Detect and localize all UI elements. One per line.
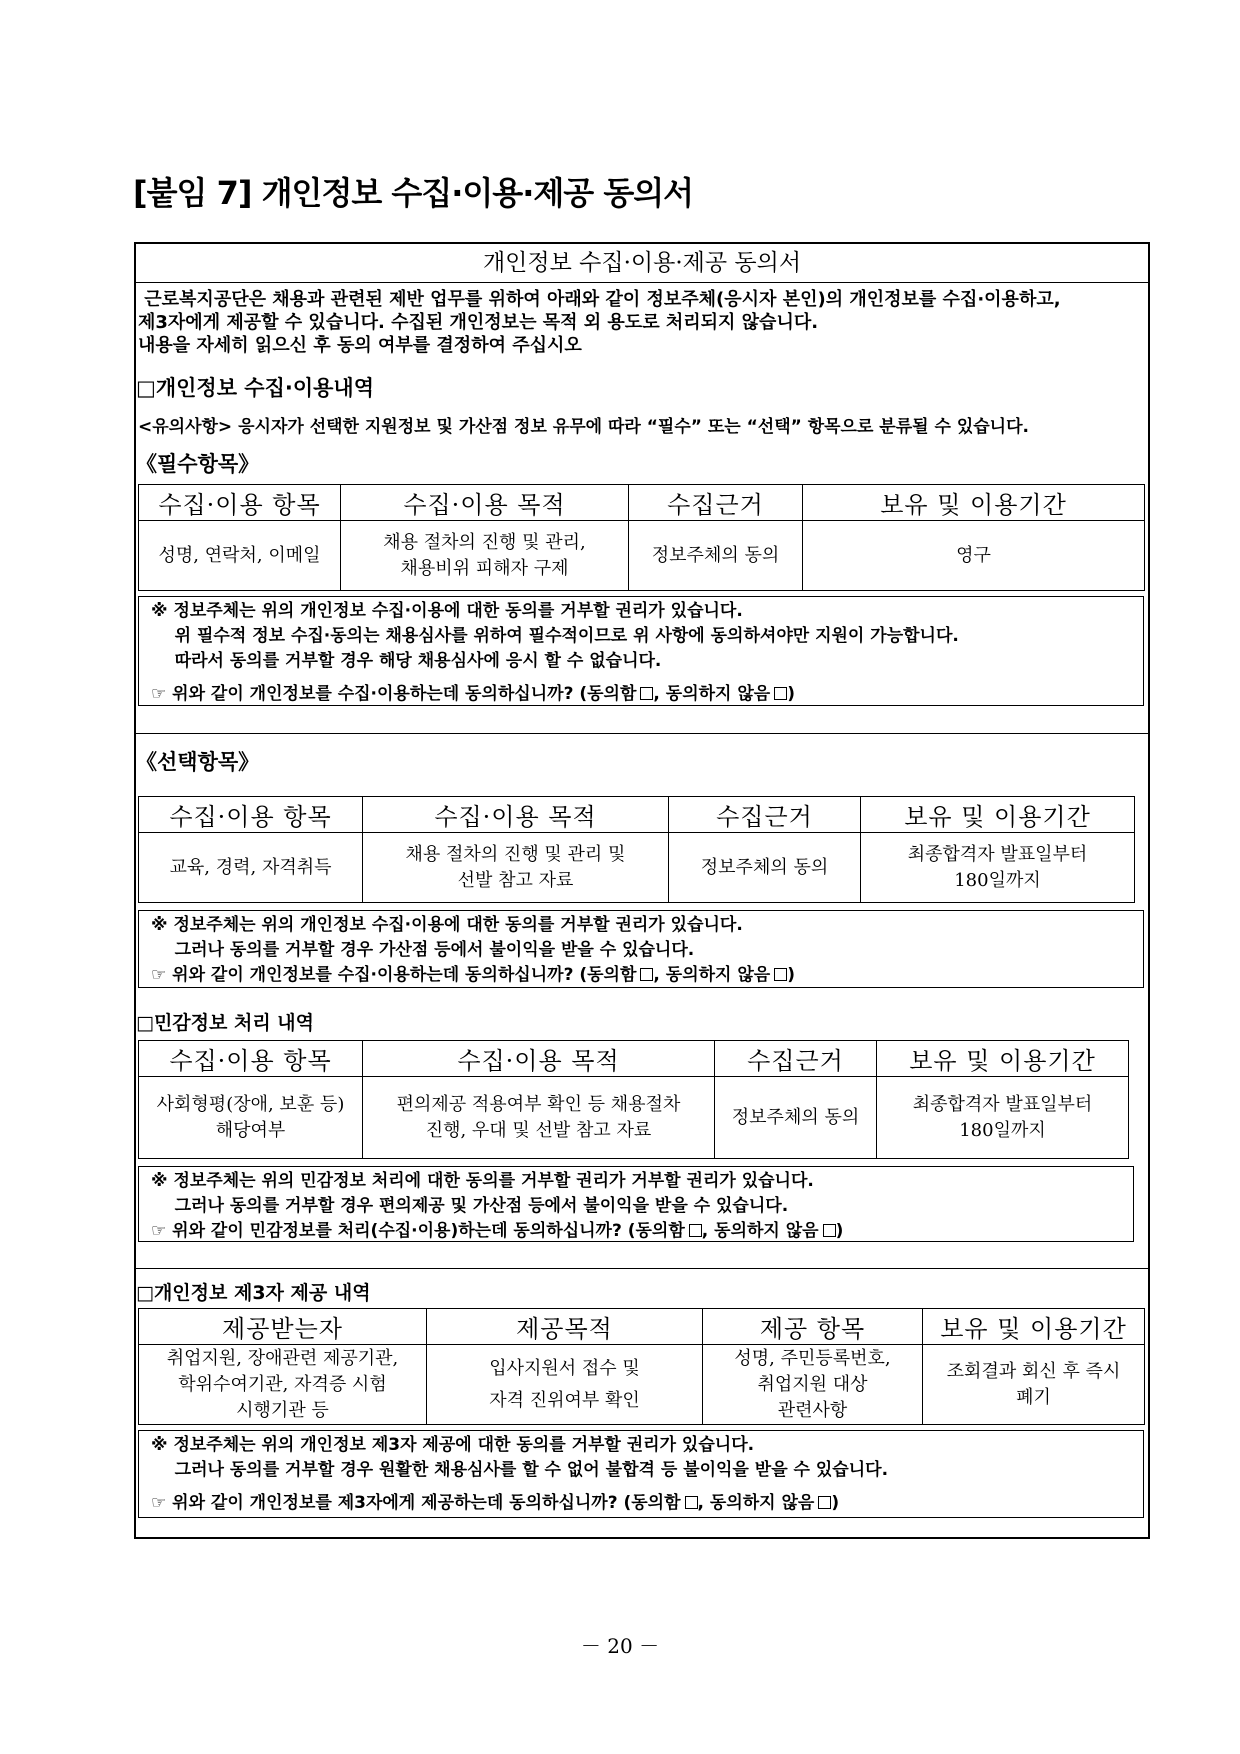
section-collect-heading: □개인정보 수집·이용내역 (136, 376, 374, 400)
question-mid: , 동의하지 않음 (701, 1221, 819, 1241)
table-header-row (139, 1309, 1145, 1345)
section-divider (136, 1268, 1148, 1269)
col-header: 수집·이용 항목 (139, 797, 363, 833)
col-header: 수집·이용 항목 (139, 485, 341, 521)
consent-question (151, 963, 1143, 988)
col-header: 보유 및 이용기간 (923, 1309, 1145, 1345)
required-table (138, 484, 1145, 591)
table-cell: 조회결과 회신 후 즉시 폐기 (923, 1345, 1145, 1425)
third-party-table (138, 1308, 1145, 1425)
table-row (139, 833, 1135, 903)
question-text: ☞ 위와 같이 개인정보를 수집·이용하는데 동의하십니까? (동의함 (151, 965, 637, 985)
consent-form-frame (134, 242, 1150, 1539)
caution-text: <유의사항> 응시자가 선택한 지원정보 및 가산점 정보 유무에 따라 “필수” 또는 “선택” 항목으로 분류될 수 있습니다. (138, 417, 1029, 437)
question-end: ) (831, 1493, 840, 1513)
document-title: [붙임 7] 개인정보 수집·이용·제공 동의서 (133, 174, 694, 212)
question-mid: , 동의하지 않음 (697, 1493, 815, 1513)
question-end: ) (787, 965, 795, 985)
required-heading: 《필수항목》 (136, 452, 260, 476)
table-cell: 성명, 주민등록번호, 취업지원 대상 관련사항 (703, 1345, 923, 1425)
table-row (139, 1077, 1129, 1159)
question-mid: , 동의하지 않음 (653, 965, 771, 985)
notice-line: ※ 정보주체는 위의 개인정보 수집·이용에 대한 동의를 거부할 권리가 있습니다. (151, 915, 743, 935)
intro-line: 근로복지공단은 채용과 관련된 제반 업무를 위하여 아래와 같이 정보주체(응시자 본인)의 개인정보를 수집·이용하고, (138, 289, 1061, 310)
page-number: － 20 － (580, 1634, 660, 1658)
third-party-notice (138, 1430, 1144, 1518)
col-header: 제공받는자 (139, 1309, 427, 1345)
question-text: ☞ 위와 같이 개인정보를 수집·이용하는데 동의하십니까? (동의함 (151, 684, 637, 704)
third-party-heading: □개인정보 제3자 제공 내역 (136, 1282, 371, 1304)
col-header: 수집근거 (715, 1041, 877, 1077)
notice-line: 위 필수적 정보 수집·동의는 채용심사를 위하여 필수적이므로 위 사항에 동의하셔야만 지원이 가능합니다. (151, 626, 959, 646)
notice-line: ※ 정보주체는 위의 개인정보 수집·이용에 대한 동의를 거부할 권리가 있습니다. (151, 601, 743, 621)
notice-line: 그러나 동의를 거부할 경우 가산점 등에서 불이익을 받을 수 있습니다. (151, 940, 695, 960)
sensitive-notice (138, 1166, 1134, 1242)
col-header: 수집·이용 목적 (363, 797, 669, 833)
table-cell: 교육, 경력, 자격취득 (139, 833, 363, 903)
intro-line: 내용을 자세히 읽으신 후 동의 여부를 결정하여 주십시오 (138, 335, 582, 356)
sensitive-table (138, 1040, 1129, 1159)
table-header-row (139, 1041, 1129, 1077)
sensitive-heading: □민감정보 처리 내역 (136, 1012, 315, 1034)
table-cell: 취업지원, 장애관련 제공기관, 학위수여기관, 자격증 시험 시행기관 등 (139, 1345, 427, 1425)
table-header-row (139, 797, 1135, 833)
col-header: 수집근거 (629, 485, 803, 521)
col-header: 보유 및 이용기간 (877, 1041, 1129, 1077)
table-cell: 사회형평(장애, 보훈 등) 해당여부 (139, 1077, 363, 1159)
table-cell: 입사지원서 접수 및 자격 진위여부 확인 (427, 1345, 703, 1425)
question-text: ☞ 위와 같이 개인정보를 제3자에게 제공하는데 동의하십니까? (동의함 (151, 1493, 681, 1513)
form-header: 개인정보 수집·이용·제공 동의서 (136, 244, 1148, 283)
notice-line: 그러나 동의를 거부할 경우 편의제공 및 가산점 등에서 불이익을 받을 수 있습니다. (151, 1196, 789, 1216)
col-header: 제공목적 (427, 1309, 703, 1345)
agree-checkbox[interactable] (685, 1496, 698, 1509)
table-cell: 편의제공 적용여부 확인 등 채용절차 진행, 우대 및 선발 참고 자료 (363, 1077, 715, 1159)
notice-line: ※ 정보주체는 위의 민감정보 처리에 대한 동의를 거부할 권리가 거부할 권리가 있습니다. (151, 1171, 814, 1191)
col-header: 수집근거 (669, 797, 861, 833)
table-cell: 정보주체의 동의 (669, 833, 861, 903)
disagree-checkbox[interactable] (774, 687, 787, 700)
question-end: ) (787, 684, 795, 704)
table-header-row (139, 485, 1145, 521)
col-header: 제공 항목 (703, 1309, 923, 1345)
notice-line: 그러나 동의를 거부할 경우 원활한 채용심사를 할 수 없어 불합격 등 불이익을 받을 수 있습니다. (151, 1460, 889, 1480)
optional-table (138, 796, 1135, 903)
consent-question (151, 682, 1143, 707)
col-header: 수집·이용 목적 (363, 1041, 715, 1077)
table-row (139, 1345, 1145, 1425)
disagree-checkbox[interactable] (774, 968, 787, 981)
table-cell: 최종합격자 발표일부터 180일까지 (861, 833, 1135, 903)
table-cell: 정보주체의 동의 (715, 1077, 877, 1159)
question-end: ) (835, 1221, 844, 1241)
col-header: 보유 및 이용기간 (803, 485, 1145, 521)
disagree-checkbox[interactable] (823, 1224, 836, 1237)
table-cell: 채용 절차의 진행 및 관리, 채용비위 피해자 구제 (341, 521, 629, 591)
intro-line: 제3자에게 제공할 수 있습니다. 수집된 개인정보는 목적 외 용도로 처리되지 않습니다. (138, 312, 819, 333)
disagree-checkbox[interactable] (818, 1496, 831, 1509)
consent-question (151, 1219, 1133, 1244)
agree-checkbox[interactable] (640, 968, 653, 981)
table-cell: 영구 (803, 521, 1145, 591)
col-header: 수집·이용 항목 (139, 1041, 363, 1077)
table-cell: 채용 절차의 진행 및 관리 및 선발 참고 자료 (363, 833, 669, 903)
consent-question (151, 1491, 1143, 1516)
agree-checkbox[interactable] (689, 1224, 702, 1237)
question-mid: , 동의하지 않음 (653, 684, 771, 704)
table-cell: 성명, 연락처, 이메일 (139, 521, 341, 591)
question-text: ☞ 위와 같이 민감정보를 처리(수집·이용)하는데 동의하십니까? (동의함 (151, 1221, 685, 1241)
section-divider (136, 733, 1148, 734)
intro-text (138, 288, 1148, 357)
optional-heading: 《선택항목》 (136, 750, 260, 774)
table-row (139, 521, 1145, 591)
required-notice (138, 596, 1144, 706)
notice-line: ※ 정보주체는 위의 개인정보 제3자 제공에 대한 동의를 거부할 권리가 있습니다. (151, 1435, 755, 1455)
col-header: 보유 및 이용기간 (861, 797, 1135, 833)
agree-checkbox[interactable] (640, 687, 653, 700)
optional-notice (138, 910, 1144, 988)
table-cell: 정보주체의 동의 (629, 521, 803, 591)
col-header: 수집·이용 목적 (341, 485, 629, 521)
notice-line: 따라서 동의를 거부할 경우 해당 채용심사에 응시 할 수 없습니다. (151, 651, 662, 671)
table-cell: 최종합격자 발표일부터 180일까지 (877, 1077, 1129, 1159)
